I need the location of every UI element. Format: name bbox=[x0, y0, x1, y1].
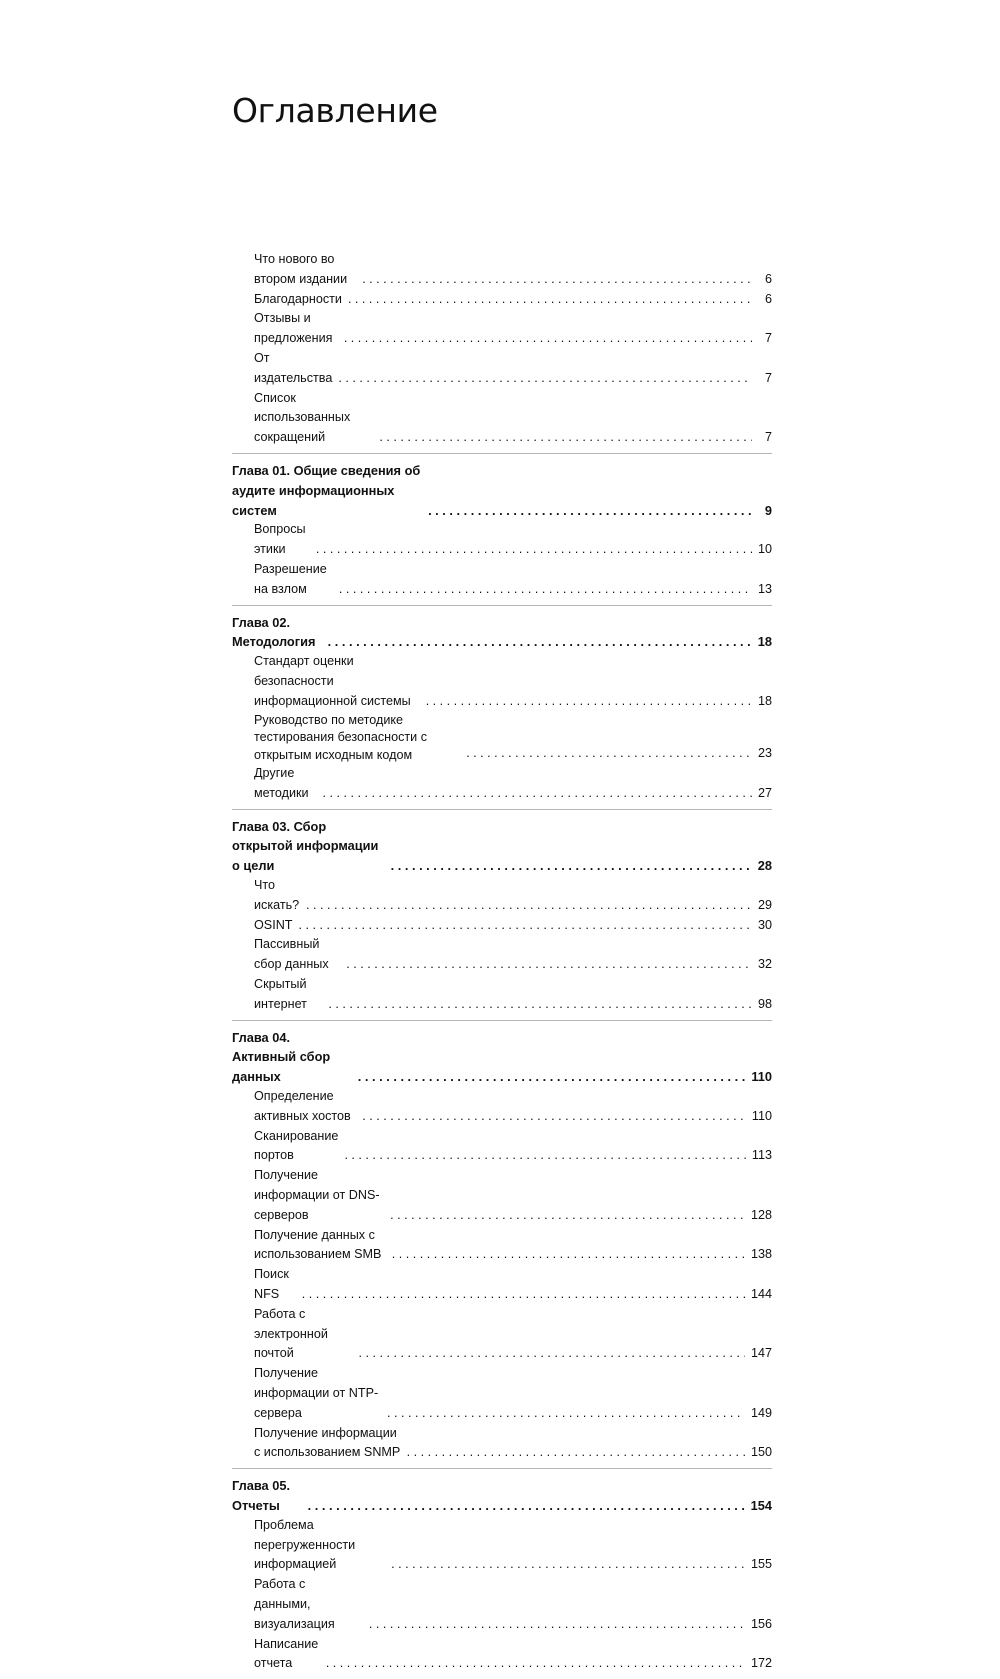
toc-chapter-label: Глава 03. Сбор открытой информации о цели bbox=[232, 818, 379, 874]
dot-leader bbox=[391, 856, 752, 876]
toc-entry[interactable] bbox=[232, 876, 772, 916]
toc-entry-label: Пассивный сбор данных bbox=[254, 937, 329, 972]
toc-entry-label: Разрешение на взлом bbox=[254, 561, 327, 596]
toc-entry-page: 7 bbox=[764, 430, 772, 445]
toc-entry[interactable] bbox=[232, 1635, 772, 1675]
toc-entry[interactable] bbox=[232, 1087, 772, 1127]
toc-entry-page: 113 bbox=[751, 1148, 772, 1163]
toc-entry-label: Что искать? bbox=[254, 878, 300, 912]
toc-entry-page: 156 bbox=[750, 1616, 772, 1631]
toc-entry[interactable] bbox=[232, 349, 772, 389]
toc-entry-label: Скрытый интернет bbox=[254, 977, 307, 1011]
dot-leader bbox=[338, 369, 752, 389]
toc-entry-label: Список использованных сокращений bbox=[254, 390, 351, 445]
toc-entry-label: OSINT bbox=[254, 917, 293, 932]
toc-entry[interactable] bbox=[232, 712, 772, 765]
toc-chapter-group bbox=[232, 817, 772, 1021]
toc-entry-page: 7 bbox=[764, 331, 772, 346]
toc-entry-label: Получение информации от NTP-сервера bbox=[254, 1366, 379, 1420]
toc-entry-page: 128 bbox=[750, 1207, 772, 1222]
toc-entry[interactable] bbox=[232, 389, 772, 448]
toc-entry-page: 6 bbox=[764, 291, 772, 306]
toc-entry[interactable] bbox=[232, 290, 772, 310]
toc-chapter-heading[interactable] bbox=[232, 1028, 772, 1087]
toc-entry[interactable] bbox=[232, 1516, 772, 1575]
dot-leader bbox=[328, 995, 752, 1015]
toc-entry-page: 98 bbox=[757, 996, 772, 1011]
dot-leader bbox=[387, 1404, 745, 1424]
toc-entry-label: Другие методики bbox=[254, 766, 309, 800]
toc-entry-label: Получение информации с использованием SNMP bbox=[254, 1425, 401, 1460]
toc-entry-label: Получение информации от DNS-серверов bbox=[254, 1168, 380, 1222]
toc-entry[interactable] bbox=[232, 935, 772, 975]
toc-entry-label: Сканирование портов bbox=[254, 1128, 339, 1163]
dot-leader bbox=[428, 501, 752, 521]
dot-leader bbox=[358, 1067, 746, 1087]
toc-entry[interactable] bbox=[232, 652, 772, 711]
dot-leader bbox=[326, 1654, 745, 1674]
dot-leader bbox=[362, 270, 752, 290]
dot-leader bbox=[348, 290, 752, 310]
toc-entry[interactable] bbox=[232, 560, 772, 600]
toc-entry[interactable] bbox=[232, 309, 772, 349]
dot-leader bbox=[391, 1555, 745, 1575]
toc-entry[interactable] bbox=[232, 1166, 772, 1225]
toc-entry-page: 150 bbox=[750, 1445, 772, 1460]
toc-entry-page: 138 bbox=[750, 1247, 772, 1262]
toc-entry-page: 172 bbox=[750, 1656, 772, 1671]
toc-chapter-label: Глава 02. Методология bbox=[232, 614, 316, 650]
dot-leader bbox=[344, 1146, 745, 1166]
toc-entry[interactable] bbox=[232, 975, 772, 1015]
toc-entry[interactable] bbox=[232, 1575, 772, 1634]
toc-entry[interactable] bbox=[232, 1265, 772, 1305]
dot-leader bbox=[392, 1245, 745, 1265]
toc-entry-label: Получение данных с использованием SMB bbox=[254, 1227, 382, 1262]
dot-leader bbox=[362, 1107, 746, 1127]
toc-entry[interactable] bbox=[232, 1364, 772, 1423]
toc-chapter-heading[interactable] bbox=[232, 461, 772, 520]
toc-entry[interactable] bbox=[232, 520, 772, 560]
toc-entry-page: 10 bbox=[757, 542, 772, 557]
table-of-contents bbox=[232, 250, 772, 1679]
toc-chapter-label: Глава 04. Активный сбор данных bbox=[232, 1029, 331, 1085]
toc-entry-label: Работа с данными, визуализация bbox=[254, 1577, 335, 1631]
toc-entry-label: Стандарт оценки безопасности информационной системы bbox=[254, 654, 411, 708]
toc-entry-page: 155 bbox=[750, 1557, 772, 1572]
toc-entry[interactable] bbox=[232, 1226, 772, 1266]
page-title: Оглавление bbox=[232, 91, 438, 130]
toc-entry-page: 149 bbox=[750, 1405, 772, 1420]
dot-leader bbox=[323, 784, 752, 804]
toc-entry[interactable] bbox=[232, 1424, 772, 1464]
dot-leader bbox=[339, 580, 752, 600]
toc-chapter-heading[interactable] bbox=[232, 613, 772, 653]
toc-chapter-page: 28 bbox=[757, 858, 772, 874]
toc-intro-group bbox=[232, 250, 772, 454]
toc-chapter-group bbox=[232, 1476, 772, 1679]
dot-leader bbox=[302, 1285, 745, 1305]
toc-entry[interactable] bbox=[232, 250, 772, 290]
dot-leader bbox=[426, 692, 752, 712]
toc-entry-label: Определение активных хостов bbox=[254, 1088, 351, 1123]
toc-entry-page: 29 bbox=[757, 897, 772, 912]
toc-entry[interactable] bbox=[232, 1305, 772, 1364]
toc-entry-label: Работа с электронной почтой bbox=[254, 1306, 328, 1361]
dot-leader bbox=[316, 540, 752, 560]
dot-leader bbox=[358, 1344, 745, 1364]
toc-entry-page: 144 bbox=[750, 1286, 772, 1301]
toc-chapter-page: 110 bbox=[751, 1069, 772, 1085]
toc-chapter-page: 154 bbox=[750, 1497, 772, 1513]
toc-entry-label: Отзывы и предложения bbox=[254, 311, 333, 346]
dot-leader bbox=[328, 632, 752, 652]
toc-chapter-page: 9 bbox=[764, 502, 772, 518]
toc-chapter-label: Глава 01. Общие сведения об аудите информационных систем bbox=[232, 462, 421, 518]
toc-entry-label: Благодарности bbox=[254, 291, 342, 306]
dot-leader bbox=[308, 1496, 745, 1516]
dot-leader bbox=[390, 1206, 745, 1226]
dot-leader bbox=[344, 329, 752, 349]
toc-entry-page: 27 bbox=[757, 785, 772, 800]
toc-chapter-heading[interactable] bbox=[232, 1476, 772, 1516]
toc-entry-label: Поиск NFS bbox=[254, 1267, 289, 1301]
toc-chapter-group bbox=[232, 461, 772, 606]
toc-chapter-label: Глава 05. Отчеты bbox=[232, 1478, 291, 1513]
toc-entry[interactable] bbox=[232, 1127, 772, 1167]
dot-leader bbox=[407, 1443, 745, 1463]
toc-chapter-group bbox=[232, 613, 772, 810]
toc-entry[interactable] bbox=[232, 764, 772, 804]
dot-leader bbox=[306, 896, 752, 916]
toc-entry-page: 7 bbox=[764, 370, 772, 385]
toc-entry-page: 147 bbox=[750, 1346, 772, 1361]
dot-leader bbox=[298, 916, 752, 936]
dot-leader bbox=[379, 428, 752, 448]
toc-entry[interactable] bbox=[232, 916, 772, 936]
dot-leader bbox=[369, 1615, 745, 1635]
toc-entry-label: Проблема перегруженности информацией bbox=[254, 1517, 356, 1572]
toc-chapter-group bbox=[232, 1028, 772, 1470]
toc-entry-page: 13 bbox=[757, 581, 772, 596]
toc-entry-page: 6 bbox=[764, 271, 772, 286]
dot-leader bbox=[346, 955, 752, 975]
toc-entry-page: 32 bbox=[757, 957, 772, 972]
toc-chapter-page: 18 bbox=[757, 634, 772, 650]
toc-entry-page: 18 bbox=[757, 693, 772, 708]
toc-entry-page: 23 bbox=[757, 746, 772, 761]
toc-entry-label: Написание отчета bbox=[254, 1636, 319, 1671]
toc-entry-label: Руководство по методике тестирования безопасности с открытым исходным кодом bbox=[254, 712, 428, 762]
toc-chapter-heading[interactable] bbox=[232, 817, 772, 876]
toc-entry-label: Вопросы этики bbox=[254, 522, 306, 557]
toc-entry-label: От издательства bbox=[254, 350, 333, 385]
toc-entry-page: 30 bbox=[757, 917, 772, 932]
toc-entry-label: Что нового во втором издании bbox=[254, 252, 348, 286]
dot-leader bbox=[466, 744, 752, 764]
toc-entry-page: 110 bbox=[751, 1108, 772, 1123]
